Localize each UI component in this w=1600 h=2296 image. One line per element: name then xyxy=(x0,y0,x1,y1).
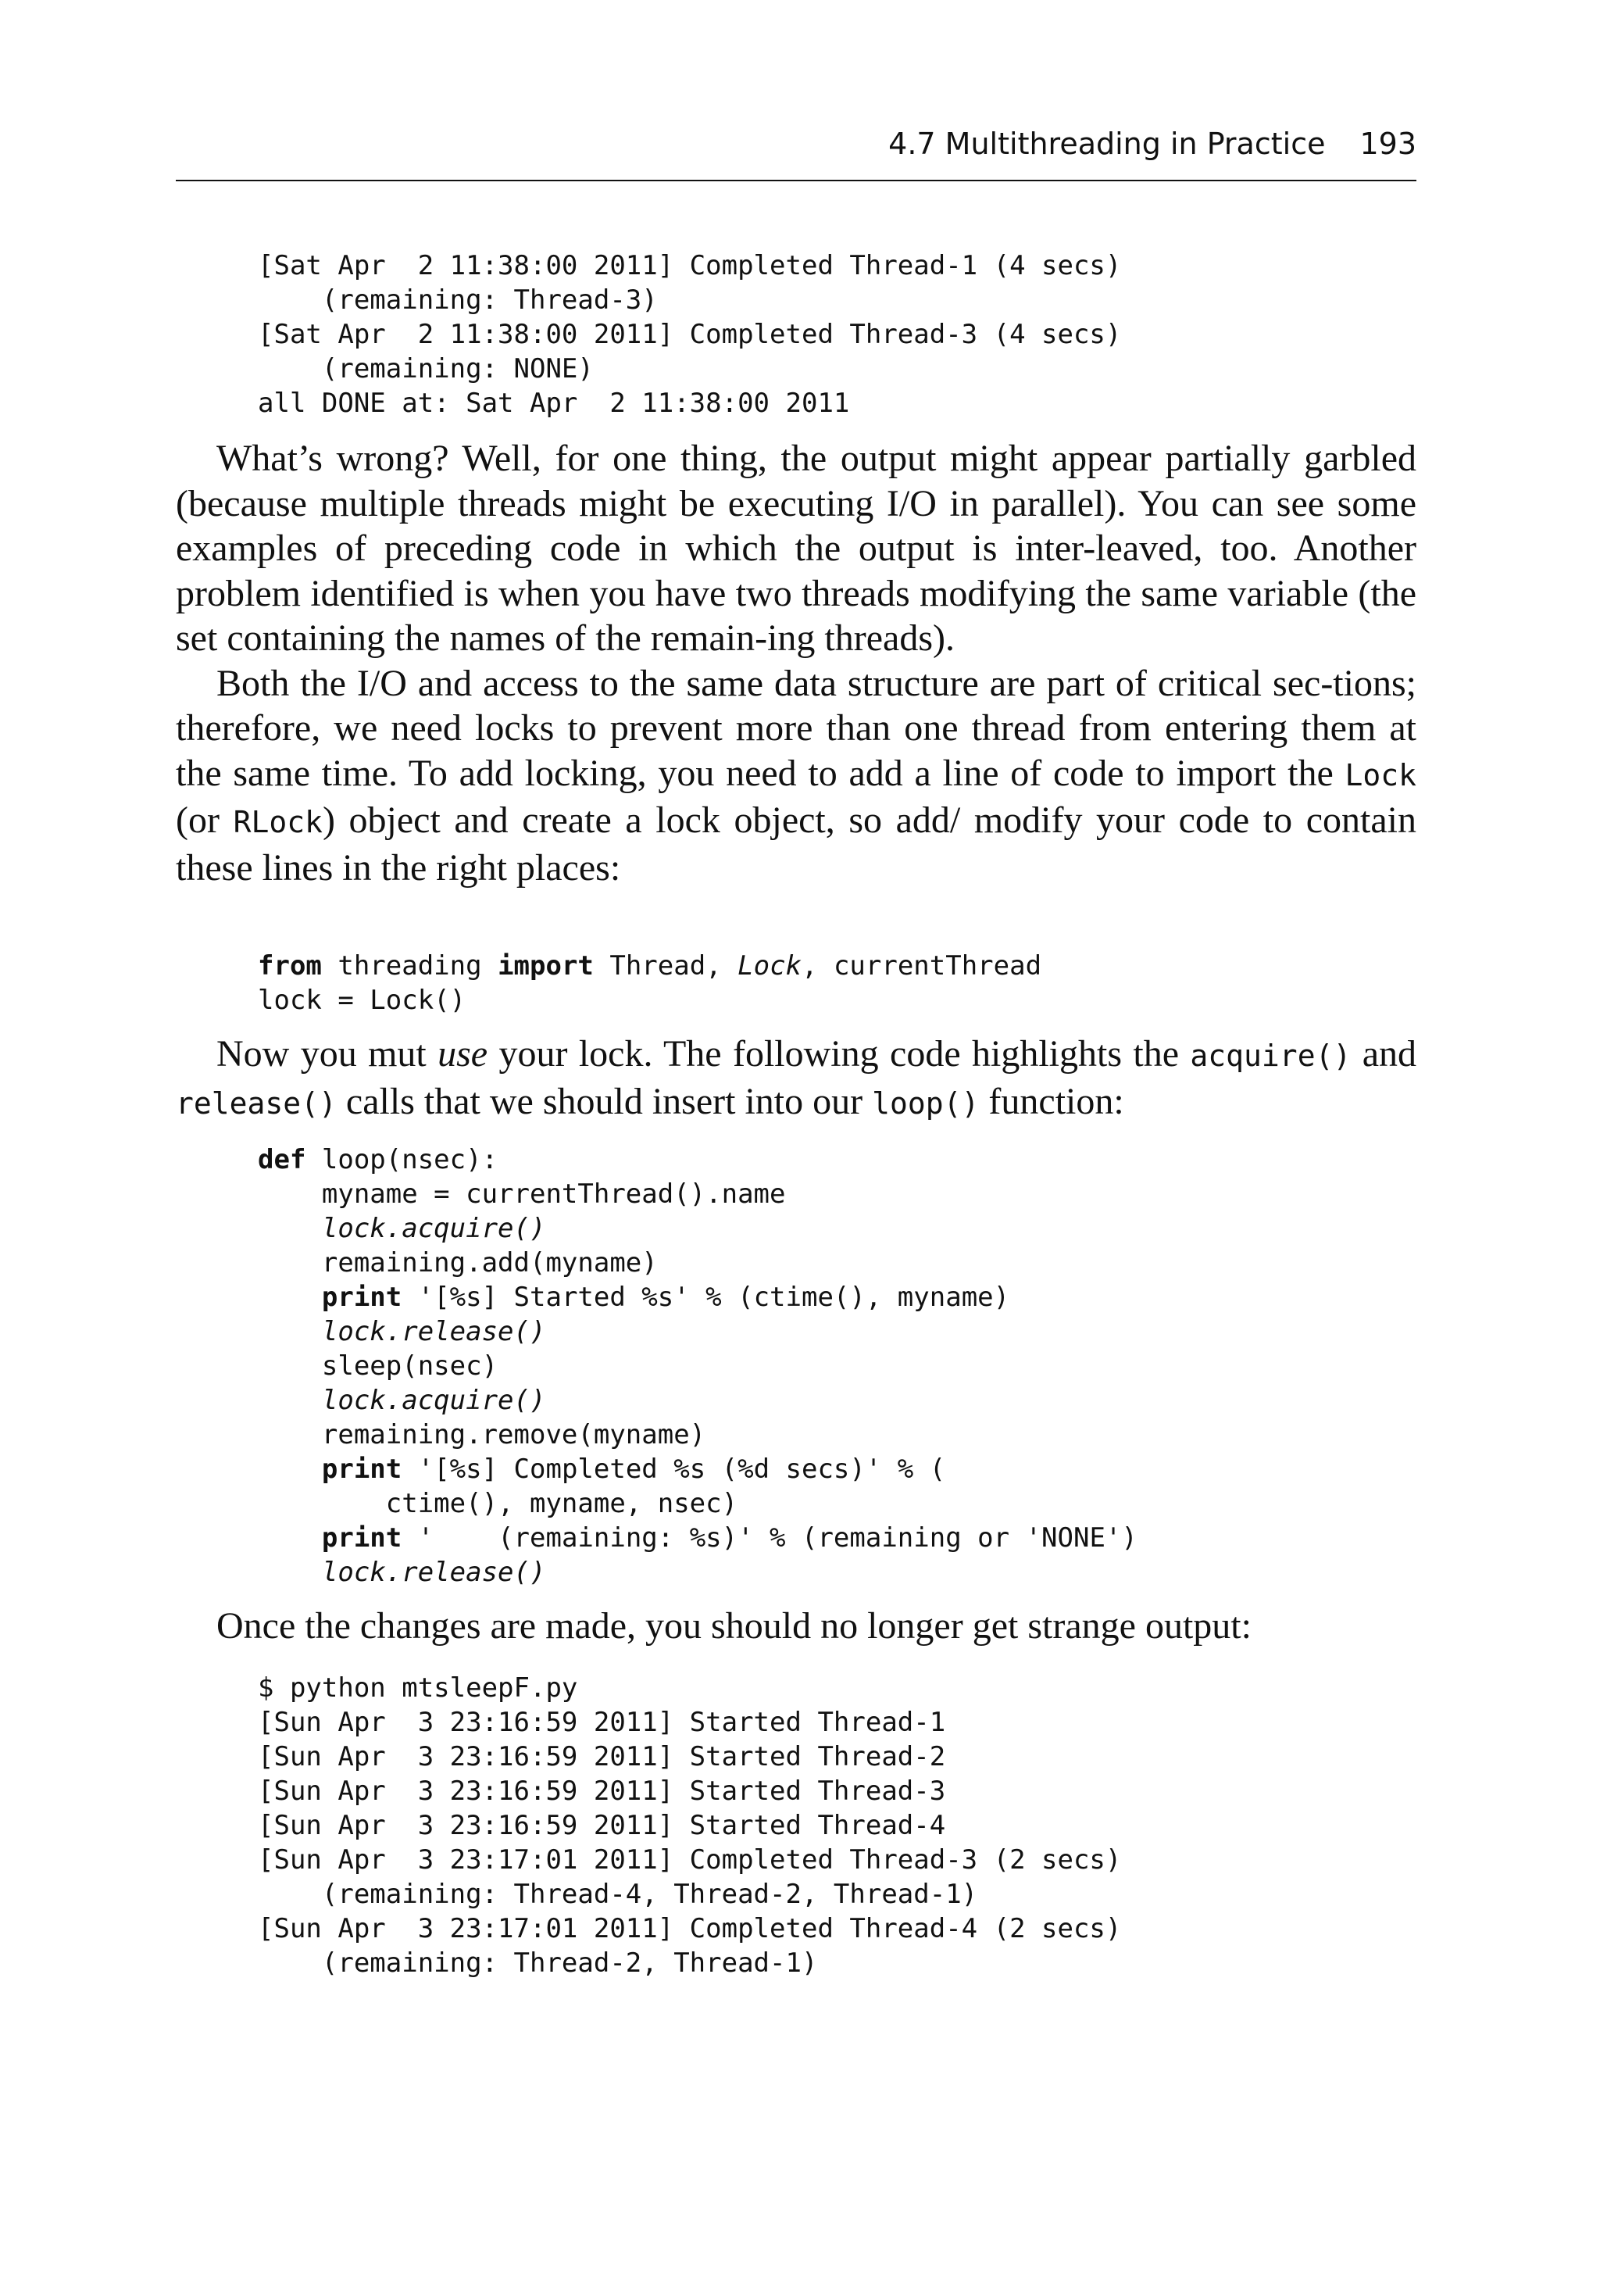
code-line-lock-release: lock.release() xyxy=(258,1316,546,1347)
inline-code-acquire: acquire() xyxy=(1190,1039,1352,1073)
code-line-lock-acquire: lock.acquire() xyxy=(258,1385,546,1416)
keyword-print: print xyxy=(321,1454,402,1485)
code-line: [Sun Apr 3 23:17:01 2011] Completed Thread-4 (2 secs) xyxy=(258,1913,1122,1944)
code-name-lock: Lock xyxy=(738,950,802,982)
code-line: [Sun Apr 3 23:17:01 2011] Completed Thread-3 (2 secs) xyxy=(258,1844,1122,1876)
para3-text-e: function: xyxy=(979,1080,1124,1122)
para3-text-c: and xyxy=(1351,1033,1417,1075)
code-names-b: , currentThread xyxy=(802,950,1042,982)
code-line: (remaining: NONE) xyxy=(258,353,594,384)
code-line-lock-release: lock.release() xyxy=(258,1557,546,1588)
code-names-a: Thread, xyxy=(593,950,738,982)
page-number: 193 xyxy=(1359,127,1416,161)
code-line: [Sun Apr 3 23:16:59 2011] Started Thread-3 xyxy=(258,1776,946,1807)
inline-code-release: release() xyxy=(176,1085,337,1121)
paragraph-critical-sections xyxy=(176,661,1416,891)
paragraph-use-lock xyxy=(176,1032,1416,1126)
code-line: [Sun Apr 3 23:16:59 2011] Started Thread-2 xyxy=(258,1741,946,1772)
code-line: [Sun Apr 3 23:16:59 2011] Started Thread-1 xyxy=(258,1707,946,1738)
code-line: [Sat Apr 2 11:38:00 2011] Completed Thread-1 (4 secs) xyxy=(258,250,1122,281)
code-line: remaining.add(myname) xyxy=(258,1247,658,1279)
inline-code-lock: Lock xyxy=(1345,757,1416,792)
code-import xyxy=(258,949,1041,1017)
keyword-print: print xyxy=(321,1282,402,1313)
code-line: all DONE at: Sat Apr 2 11:38:00 2011 xyxy=(258,388,850,419)
paragraph-whats-wrong: What’s wrong? Well, for one thing, the output might appear partially garbled (because multiple threads might be executing I/O in parallel). You can see some examples of preceding code in which the output is inter-leaved, too. Another problem identified is when you have two threads modifying the same variable (the set containing the names of the remain-ing threads). xyxy=(176,438,1416,659)
code-line: [Sun Apr 3 23:16:59 2011] Started Thread-4 xyxy=(258,1810,946,1841)
inline-code-rlock: RLock xyxy=(233,805,323,839)
code-line: loop(nsec): xyxy=(305,1144,498,1175)
code-line: (remaining: Thread-4, Thread-2, Thread-1) xyxy=(258,1879,978,1910)
code-output-bottom xyxy=(258,1671,1121,1980)
code-module: threading xyxy=(321,950,498,982)
para3-text-b: your lock. The following code highlights the xyxy=(488,1033,1191,1075)
header-text xyxy=(888,125,1416,163)
para3-text-a: Now you mut xyxy=(216,1033,438,1075)
paragraph-changes-made: Once the changes are made, you should no longer get strange output: xyxy=(216,1605,1252,1647)
code-output-top xyxy=(258,249,1121,420)
code-line: (remaining: Thread-3) xyxy=(258,284,658,316)
code-loop-function xyxy=(258,1143,1138,1590)
code-line: myname = currentThread().name xyxy=(258,1178,786,1210)
para2-text-b: (or xyxy=(176,799,234,841)
code-line: lock = Lock() xyxy=(258,985,466,1016)
keyword-from: from xyxy=(258,950,322,982)
code-line: '[%s] Started %s' % (ctime(), myname) xyxy=(402,1282,1010,1313)
code-line: (remaining: Thread-2, Thread-1) xyxy=(258,1947,818,1979)
code-line: sleep(nsec) xyxy=(258,1350,498,1382)
prose-block-3 xyxy=(176,1604,1416,1649)
prose-block-2 xyxy=(176,1032,1416,1126)
para2-text-c: ) object and create a lock object, so add/ modify your code to contain these lines in the right places: xyxy=(176,799,1417,889)
code-line: $ python mtsleepF.py xyxy=(258,1672,578,1704)
code-line: ctime(), myname, nsec) xyxy=(258,1488,738,1519)
para2-text-a: Both the I/O and access to the same data structure are part of critical sec-tions; therefore, we need locks to prevent more than one thread from entering them at the same time. To add locking, you need to add a line of code to import the xyxy=(176,662,1416,794)
running-header xyxy=(176,117,1416,181)
prose-block-1 xyxy=(176,436,1416,890)
keyword-print: print xyxy=(321,1522,402,1554)
section-title: 4.7 Multithreading in Practice xyxy=(888,127,1326,161)
keyword-def: def xyxy=(258,1144,306,1175)
code-line: ' (remaining: %s)' % (remaining or 'NONE') xyxy=(402,1522,1138,1554)
code-line: remaining.remove(myname) xyxy=(258,1419,706,1450)
para3-text-d: calls that we should insert into our xyxy=(336,1080,873,1122)
keyword-import: import xyxy=(498,950,594,982)
code-line-lock-acquire: lock.acquire() xyxy=(258,1213,546,1244)
para3-emphasis: use xyxy=(438,1033,488,1075)
code-line: '[%s] Completed %s (%d secs)' % ( xyxy=(402,1454,946,1485)
inline-code-loop: loop() xyxy=(872,1085,980,1121)
code-line: [Sat Apr 2 11:38:00 2011] Completed Thread-3 (4 secs) xyxy=(258,319,1122,350)
